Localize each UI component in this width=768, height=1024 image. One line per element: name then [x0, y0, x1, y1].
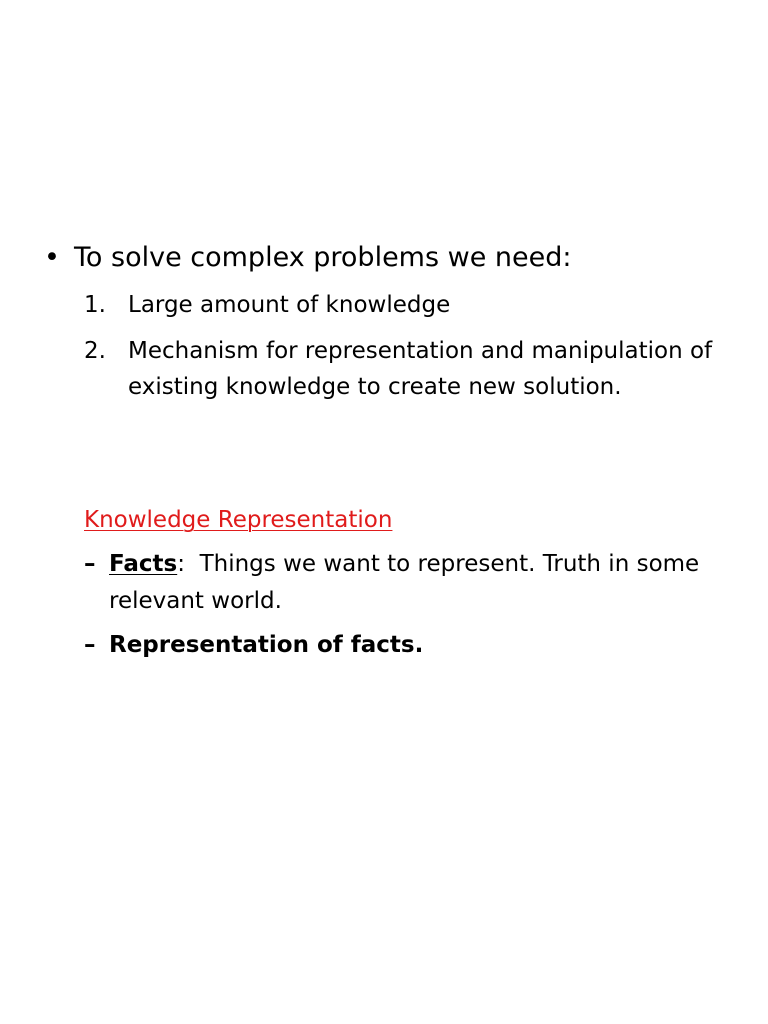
numbered-item: [84, 287, 744, 323]
facts-description: Things we want to represent. Truth in some relevant world.: [109, 551, 700, 614]
representation-item: [84, 627, 744, 664]
dash-symbol: –: [84, 551, 96, 577]
item-number: 2.: [84, 338, 106, 364]
section-heading: Knowledge Representation: [84, 507, 393, 533]
facts-separator: :: [177, 551, 185, 577]
main-bullet-text: To solve complex problems we need:: [74, 242, 572, 273]
main-bullet: [44, 240, 744, 276]
item-number: 1.: [84, 292, 106, 318]
representation-text: Representation of facts.: [109, 632, 424, 658]
bullet-symbol: •: [44, 242, 60, 273]
numbered-item: [84, 333, 744, 405]
item-text: Large amount of knowledge: [128, 292, 451, 318]
facts-item: [84, 546, 744, 620]
item-text: Mechanism for representation and manipulation of existing knowledge to create new solution.: [128, 338, 713, 400]
dash-symbol: –: [84, 632, 96, 658]
facts-body: [109, 546, 744, 620]
facts-term: Facts: [109, 551, 178, 577]
